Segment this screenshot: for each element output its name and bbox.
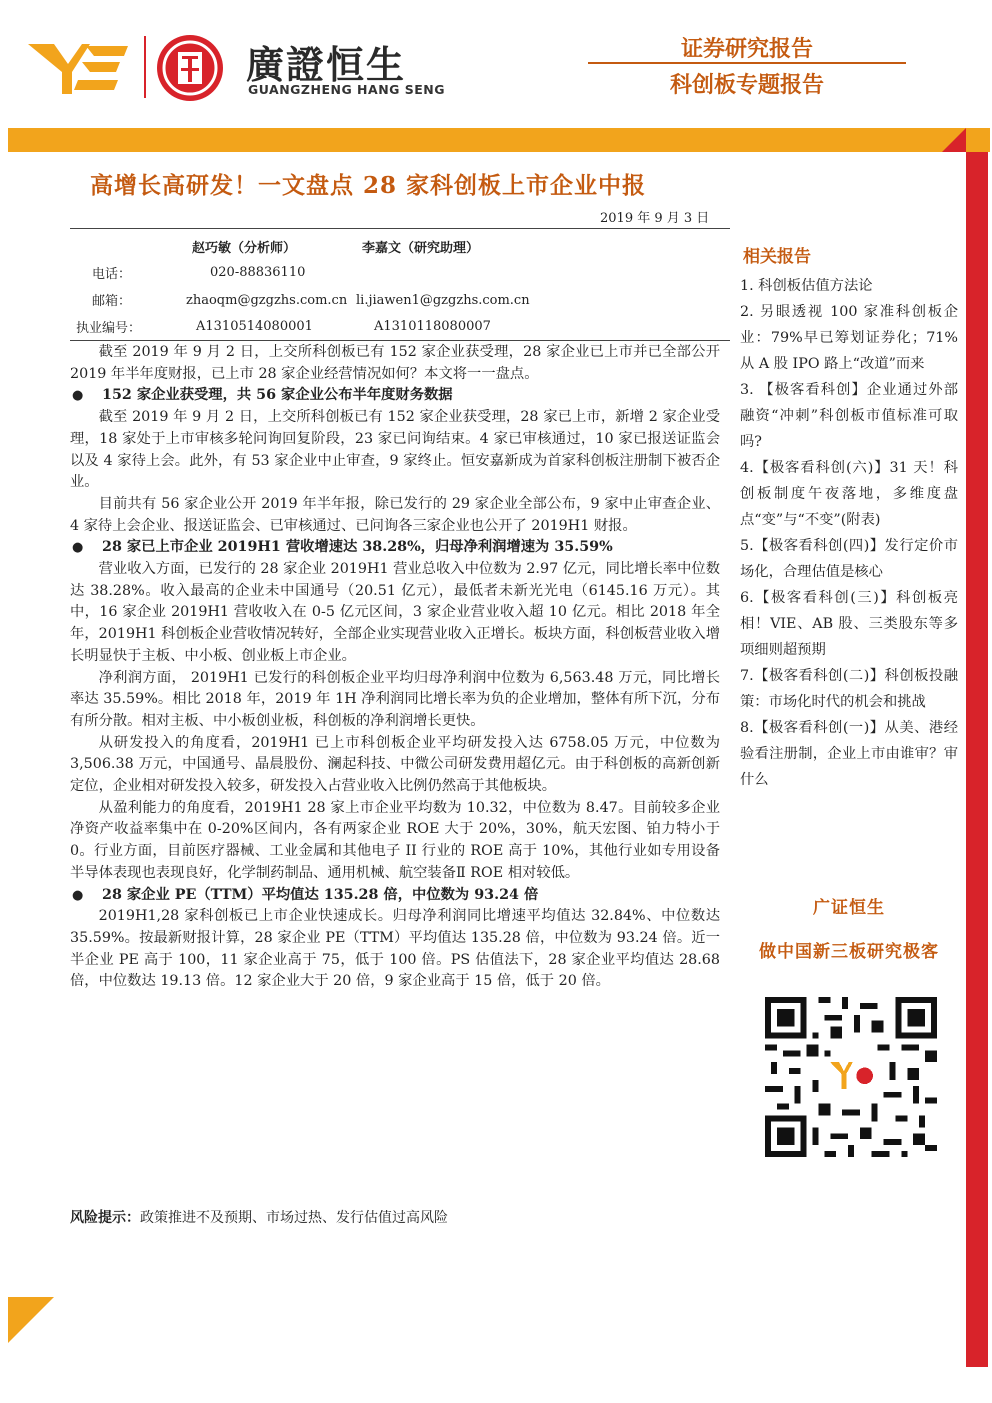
report-date: 2019 年 9 月 3 日 [600, 211, 710, 226]
company-logo [28, 30, 448, 106]
author-1-license: A1310514080001 [196, 319, 313, 334]
risk-label: 风险提示： [70, 1210, 140, 1226]
author-2-name: 李嘉文（研究助理） [362, 241, 480, 256]
report-type-divider [588, 62, 906, 64]
related-report-item[interactable]: 4.【极客看科创(六)】31 天！科创板制度午夜落地，多维度盘点“变”与“不变”(附表) [740, 460, 958, 528]
author-2-email: li.jiawen1@gzgzhs.com.cn [356, 293, 530, 308]
body-paragraph: 从研发投入的角度看，2019H1 已上市科创板企业平均研发投入达 6758.05 万元，中位数为 3,506.38 万元，中国通号、晶晨股份、澜起科技、中微公司研发费用超亿元。由于科创板的高新创新定位，企业相对研发投入较多，研发投入占营业收入比例仍然高于其他板块。 [70, 734, 720, 795]
author-1-phone: 020-88836110 [210, 265, 306, 280]
risk-text: 政策推进不及预期、市场过热、发行估值过高风险 [140, 1210, 448, 1226]
sidebar-brand: 广证恒生 [813, 898, 885, 918]
related-reports-list [740, 273, 958, 793]
related-reports-heading: 相关报告 [743, 247, 811, 267]
qr-code-icon[interactable] [764, 997, 938, 1157]
related-report-item[interactable]: 6.【极客看科创(三)】科创板亮相！VIE、AB 股、三类股东等多项细则超预期 [740, 590, 958, 658]
report-type: 证券研究报告 [680, 37, 813, 62]
header-band [8, 128, 990, 152]
logo-chinese-name: 廣證恒生 [246, 43, 407, 87]
section-heading-3: ● 28 家企业 PE（TTM）平均值达 135.28 倍，中位数为 93.24 倍 [70, 885, 720, 907]
title-divider [70, 228, 730, 229]
ye-logo-icon [28, 36, 128, 96]
author-1-name: 赵巧敏（分析师） [192, 241, 297, 256]
body-paragraph: 2019H1,28 家科创板已上市企业快速成长。归母净利润同比增速平均值达 32.84%、中位数达 35.59%。按最新财报计算，28 家企业 PE（TTM）平均值达 135.28 倍，中位数为 93.24 倍。近一半企业 PE 高于 100，11 家企业高于 75，低于 100 倍。PS 估值法下，28 家企业平均值达 28.68 倍，中位数达 19.13 倍。12 家企业大于 20 倍，9 家企业高于 15 倍，低于 20 倍。 [70, 908, 720, 990]
email-label: 邮箱： [92, 294, 132, 309]
author-2-license: A1310118080007 [374, 319, 491, 334]
body-paragraph: 目前共有 56 家企业公开 2019 年半年报，除已发行的 29 家企业全部公布，9 家中止审查企业、4 家待上会企业、报送证监会、已审核通过、已问询各三家企业也公开了 2019H1 财报。 [70, 495, 720, 534]
body-paragraph: 营业收入方面，已发行的 28 家企业 2019H1 营业总收入中位数为 2.97 亿元，同比增长率中位数达 38.28%。收入最高的企业未中国通号（20.51 亿元），最低者未新光光电（6145.16 万元）。其中，16 家企业 2019H1 营收收入在 0-5 亿元区间，3 家企业营业收入超 10 亿元。相比 2018 年全年，2019H1 科创板企业营收情况转好，全部企业实现营业收入正增长。板块方面，科创板营业收入增长明显快于主板、中小板、创业板上市企业。 [70, 561, 720, 664]
hang-seng-seal-icon [156, 34, 224, 102]
intro-paragraph: 截至 2019 年 9 月 2 日，上交所科创板已有 152 家企业获受理，28 家企业已上市并已全部公开 2019 年半年度财报，已上市 28 家企业经营情况如何？本文将一一盘点。 [70, 344, 720, 382]
footer-corner-triangle [8, 1297, 54, 1343]
page-title: 高增长高研发！一文盘点 28 家科创板上市企业中报 [90, 172, 647, 199]
header-band-corner [942, 128, 966, 152]
author-1-email: zhaoqm@gzgzhs.com.cn [186, 293, 348, 308]
license-label: 执业编号： [76, 321, 142, 336]
body-paragraph: 从盈利能力的角度看，2019H1 28 家上市企业平均数为 10.32，中位数为 8.47。目前较多企业净资产收益率集中在 0-20%区间内，各有两家企业 ROE 大于 20%，30%，航天宏图、铂力特小于 0。行业方面，目前医疗器械、工业金属和其他电子 II 行业的 ROE 高于 10%，其他行业如专用设备半导体表现也表现良好，化学制药制品、通用机械、航空装备Ⅱ ROE 相对较低。 [70, 799, 720, 881]
section-heading-2: ● 28 家已上市企业 2019H1 营收增速达 38.28%，归母净利润增速为 35.59% [70, 537, 720, 559]
sidebar-slogan: 做中国新三板研究极客 [759, 942, 939, 962]
section-heading-1: ● 152 家企业获受理，共 56 家企业公布半年度财务数据 [70, 385, 720, 407]
phone-label: 电话： [92, 267, 132, 282]
related-report-item[interactable]: 2. 另眼透视 100 家准科创板企业：79%早已筹划证券化；71%从 A 股 IPO 路上“改道”而来 [740, 304, 958, 372]
risk-warning [70, 1207, 448, 1227]
body-paragraph: 截至 2019 年 9 月 2 日，上交所科创板已有 152 家企业获受理，28 家已上市，新增 2 家企业受理，18 家处于上市审核多轮问询回复阶段，23 家已问询结束。4 家已审核通过，10 家已报送证监会以及 4 家待上会。此外，有 53 家企业中止审查，9 家终止。恒安嘉新成为首家科创板注册制下被否企业。 [70, 409, 720, 491]
report-subtype: 科创板专题报告 [669, 73, 824, 98]
logo-divider [144, 36, 146, 98]
report-body [70, 342, 720, 993]
related-report-item[interactable]: 3. 【极客看科创】企业通过外部融资“冲刺”科创板市值标准可取吗? [740, 382, 958, 450]
logo-english-name: GUANGZHENG HANG SENG [248, 82, 446, 97]
body-paragraph: 净利润方面， 2019H1 已发行的科创板企业平均归母净利润中位数为 6,563.48 万元，同比增长率达 35.59%。相比 2018 年，2019 年 1H 净利润同比增长率为负的企业增加，整体有所下沉，分布有所分散。相对主板、中小板创业板，科创板的净利润增长更快。 [70, 669, 720, 729]
related-report-item[interactable]: 1. 科创板估值方法论 [740, 278, 873, 294]
sidebar-red-stripe [966, 152, 988, 1367]
related-report-item[interactable]: 8.【极客看科创(一)】从美、港经验看注册制，企业上市由谁审？审什么 [740, 720, 958, 788]
related-report-item[interactable]: 7.【极客看科创(二)】科创板投融策：市场化时代的机会和挑战 [740, 668, 958, 710]
related-report-item[interactable]: 5.【极客看科创(四)】发行定价市场化，合理估值是核心 [740, 538, 958, 580]
author-table-divider [70, 340, 730, 341]
